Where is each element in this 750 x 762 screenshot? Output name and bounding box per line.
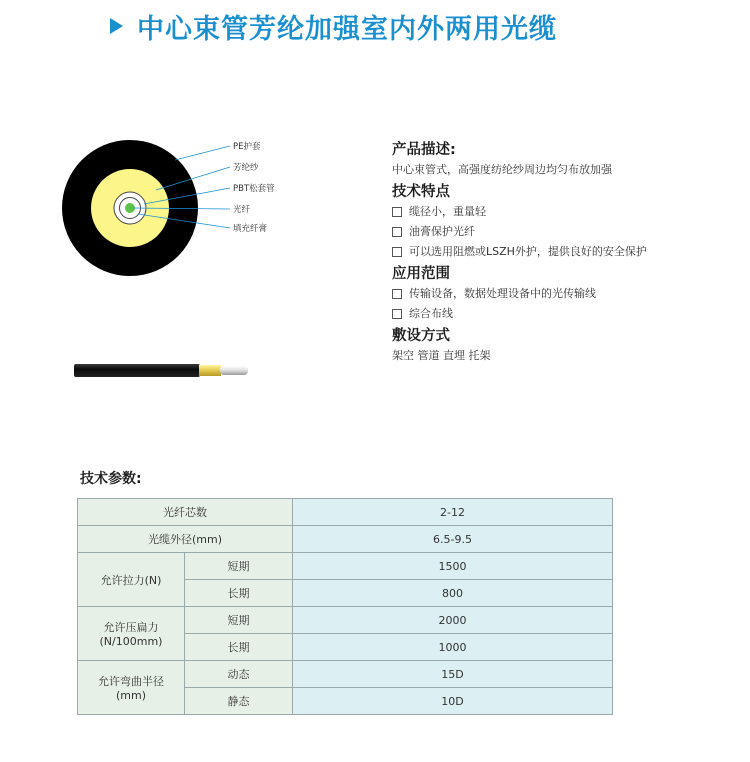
cable-white-tube xyxy=(220,366,248,375)
table-row xyxy=(78,607,613,634)
page-title xyxy=(110,8,557,44)
legend-fiber: 光纤 xyxy=(233,205,251,215)
features-section xyxy=(392,182,732,262)
crush-short-label: 短期 xyxy=(185,607,293,634)
tensile-long-value: 800 xyxy=(293,580,613,607)
description-section xyxy=(392,140,732,180)
bend-label-line1: 允许弯曲半径 xyxy=(98,675,164,688)
bend-static-value: 10D xyxy=(293,688,613,715)
checkbox-icon xyxy=(392,289,402,299)
legend-pe-sheath: PE护套 xyxy=(233,142,261,152)
table-row xyxy=(78,553,613,580)
crush-long-label: 长期 xyxy=(185,634,293,661)
applications-section xyxy=(392,264,732,324)
crush-short-value: 2000 xyxy=(293,607,613,634)
bend-label-line2: (mm) xyxy=(115,689,146,702)
product-info-section xyxy=(392,140,732,368)
cable-side-view-image xyxy=(72,355,257,385)
application-item: 传输设备，数据处理设备中的光传输线 xyxy=(392,284,732,304)
spec-table xyxy=(77,498,613,715)
checkbox-icon xyxy=(392,309,402,319)
bend-label xyxy=(78,661,185,715)
application-item: 综合布线 xyxy=(392,304,732,324)
bend-dynamic-value: 15D xyxy=(293,661,613,688)
bend-dynamic-label: 动态 xyxy=(185,661,293,688)
crush-long-value: 1000 xyxy=(293,634,613,661)
crush-label xyxy=(78,607,185,661)
table-row xyxy=(78,499,613,526)
bend-static-label: 静态 xyxy=(185,688,293,715)
leader-line-pe xyxy=(175,146,230,160)
description-heading: 产品描述: xyxy=(392,142,456,158)
diameter-value: 6.5-9.5 xyxy=(293,526,613,553)
installation-heading: 敷设方式 xyxy=(392,328,450,344)
diameter-label: 光缆外径(mm) xyxy=(78,526,293,553)
legend-aramid: 芳纶纱 xyxy=(233,163,259,173)
tensile-short-label: 短期 xyxy=(185,553,293,580)
params-heading: 技术参数: xyxy=(80,471,142,487)
installation-text: 架空 管道 直埋 托架 xyxy=(392,349,491,362)
checkbox-icon xyxy=(392,227,402,237)
table-row xyxy=(78,661,613,688)
features-heading: 技术特点 xyxy=(392,184,450,200)
tensile-long-label: 长期 xyxy=(185,580,293,607)
cable-yellow-aramid xyxy=(199,365,221,376)
installation-section xyxy=(392,326,732,366)
checkbox-icon xyxy=(392,207,402,217)
description-text: 中心束管式，高强度纺纶纱周边均匀布放加强 xyxy=(392,163,612,176)
tensile-label: 允许拉力(N) xyxy=(78,553,185,607)
legend-filling-gel: 填充纤膏 xyxy=(233,224,268,234)
crush-label-line2: (N/100mm) xyxy=(99,635,163,648)
feature-item: 可以选用阻燃或LSZH外护，提供良好的安全保护 xyxy=(392,242,732,262)
play-arrow-icon xyxy=(110,18,123,34)
feature-item: 油膏保护光纤 xyxy=(392,222,732,242)
fiber-count-label: 光纤芯数 xyxy=(78,499,293,526)
legend-pbt-tube: PBT松套管 xyxy=(233,184,275,194)
feature-item: 缆径小，重量轻 xyxy=(392,202,732,222)
cable-cross-section-diagram xyxy=(60,128,320,278)
tensile-short-value: 1500 xyxy=(293,553,613,580)
fiber-count-value: 2-12 xyxy=(293,499,613,526)
checkbox-icon xyxy=(392,247,402,257)
applications-heading: 应用范围 xyxy=(392,266,450,282)
table-row xyxy=(78,526,613,553)
page-title-text: 中心束管芳纶加强室内外两用光缆 xyxy=(137,13,557,45)
crush-label-line1: 允许压扁力 xyxy=(103,621,159,634)
cable-black-sheath xyxy=(74,364,200,377)
